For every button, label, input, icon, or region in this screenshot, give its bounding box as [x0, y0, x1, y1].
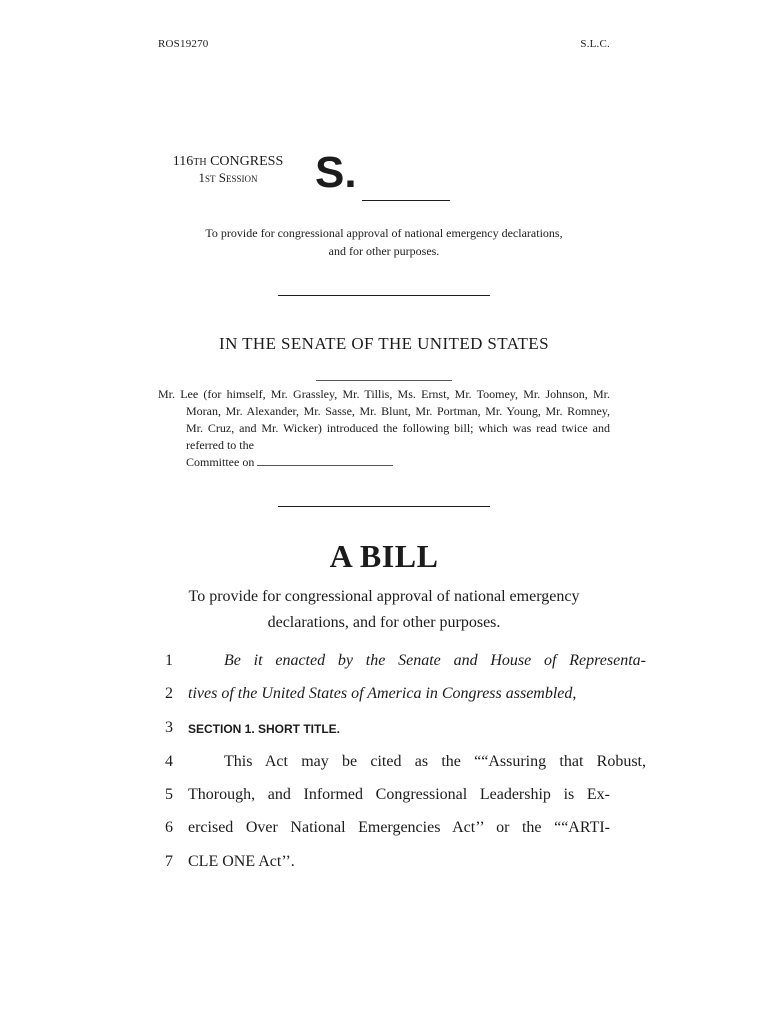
bill-number: S.	[315, 148, 357, 197]
enacting-clause-line: tives of the United States of America in Congress assembled,	[188, 685, 577, 702]
a-bill-heading: A BILL	[329, 538, 439, 574]
congress-line: 116th CONGRESS	[172, 154, 284, 169]
line-number: 2	[165, 685, 173, 702]
sponsors-paragraph	[158, 386, 610, 471]
divider-small	[316, 380, 452, 381]
line-number: 5	[165, 786, 173, 803]
line-number: 6	[165, 819, 173, 836]
document-code: S.L.C.	[580, 38, 610, 50]
section-text-line: Thorough, and Informed Congressional Leadership is Ex-	[188, 786, 610, 803]
short-purpose: To provide for congressional approval of national emergency declarations, and for other purposes.	[205, 226, 563, 258]
section-title: SECTION 1. SHORT TITLE.	[188, 722, 341, 736]
divider	[278, 295, 490, 296]
line-number: 4	[165, 753, 173, 770]
bill-number-blank-line	[362, 200, 450, 201]
line-number: 7	[165, 853, 173, 870]
section-text-line: This Act may be cited as the ““Assuring that Robust,	[224, 753, 646, 770]
in-senate-heading: IN THE SENATE OF THE UNITED STATES	[219, 334, 549, 353]
congress-session-block	[158, 154, 298, 186]
document-id: ROS19270	[158, 38, 209, 50]
session-line: 1st Session	[198, 170, 258, 185]
section-text-line: CLE ONE Act’’.	[188, 853, 295, 870]
long-title: To provide for congressional approval of national emergency declarations, and for other purposes.	[188, 588, 580, 631]
committee-blank	[257, 455, 393, 466]
line-number: 3	[165, 719, 173, 736]
section-text-line: ercised Over National Emergencies Act’’ or the ““ARTI-	[188, 819, 610, 836]
divider	[278, 506, 490, 507]
committee-label: Committee on	[186, 455, 255, 469]
line-number: 1	[165, 652, 173, 669]
enacting-clause-line: Be it enacted by the Senate and House of Representa-	[224, 652, 646, 669]
sponsors-text: Mr. Lee (for himself, Mr. Grassley, Mr. Tillis, Ms. Ernst, Mr. Toomey, Mr. Johnson, Mr. Moran, Mr. Alexander, Mr. Sasse, Mr. Blunt, Mr. Portman, Mr. Young, Mr. Romney, Mr. Cruz, and Mr. Wicker) introduced the following bill; which was read twice and referred to the	[158, 387, 610, 452]
